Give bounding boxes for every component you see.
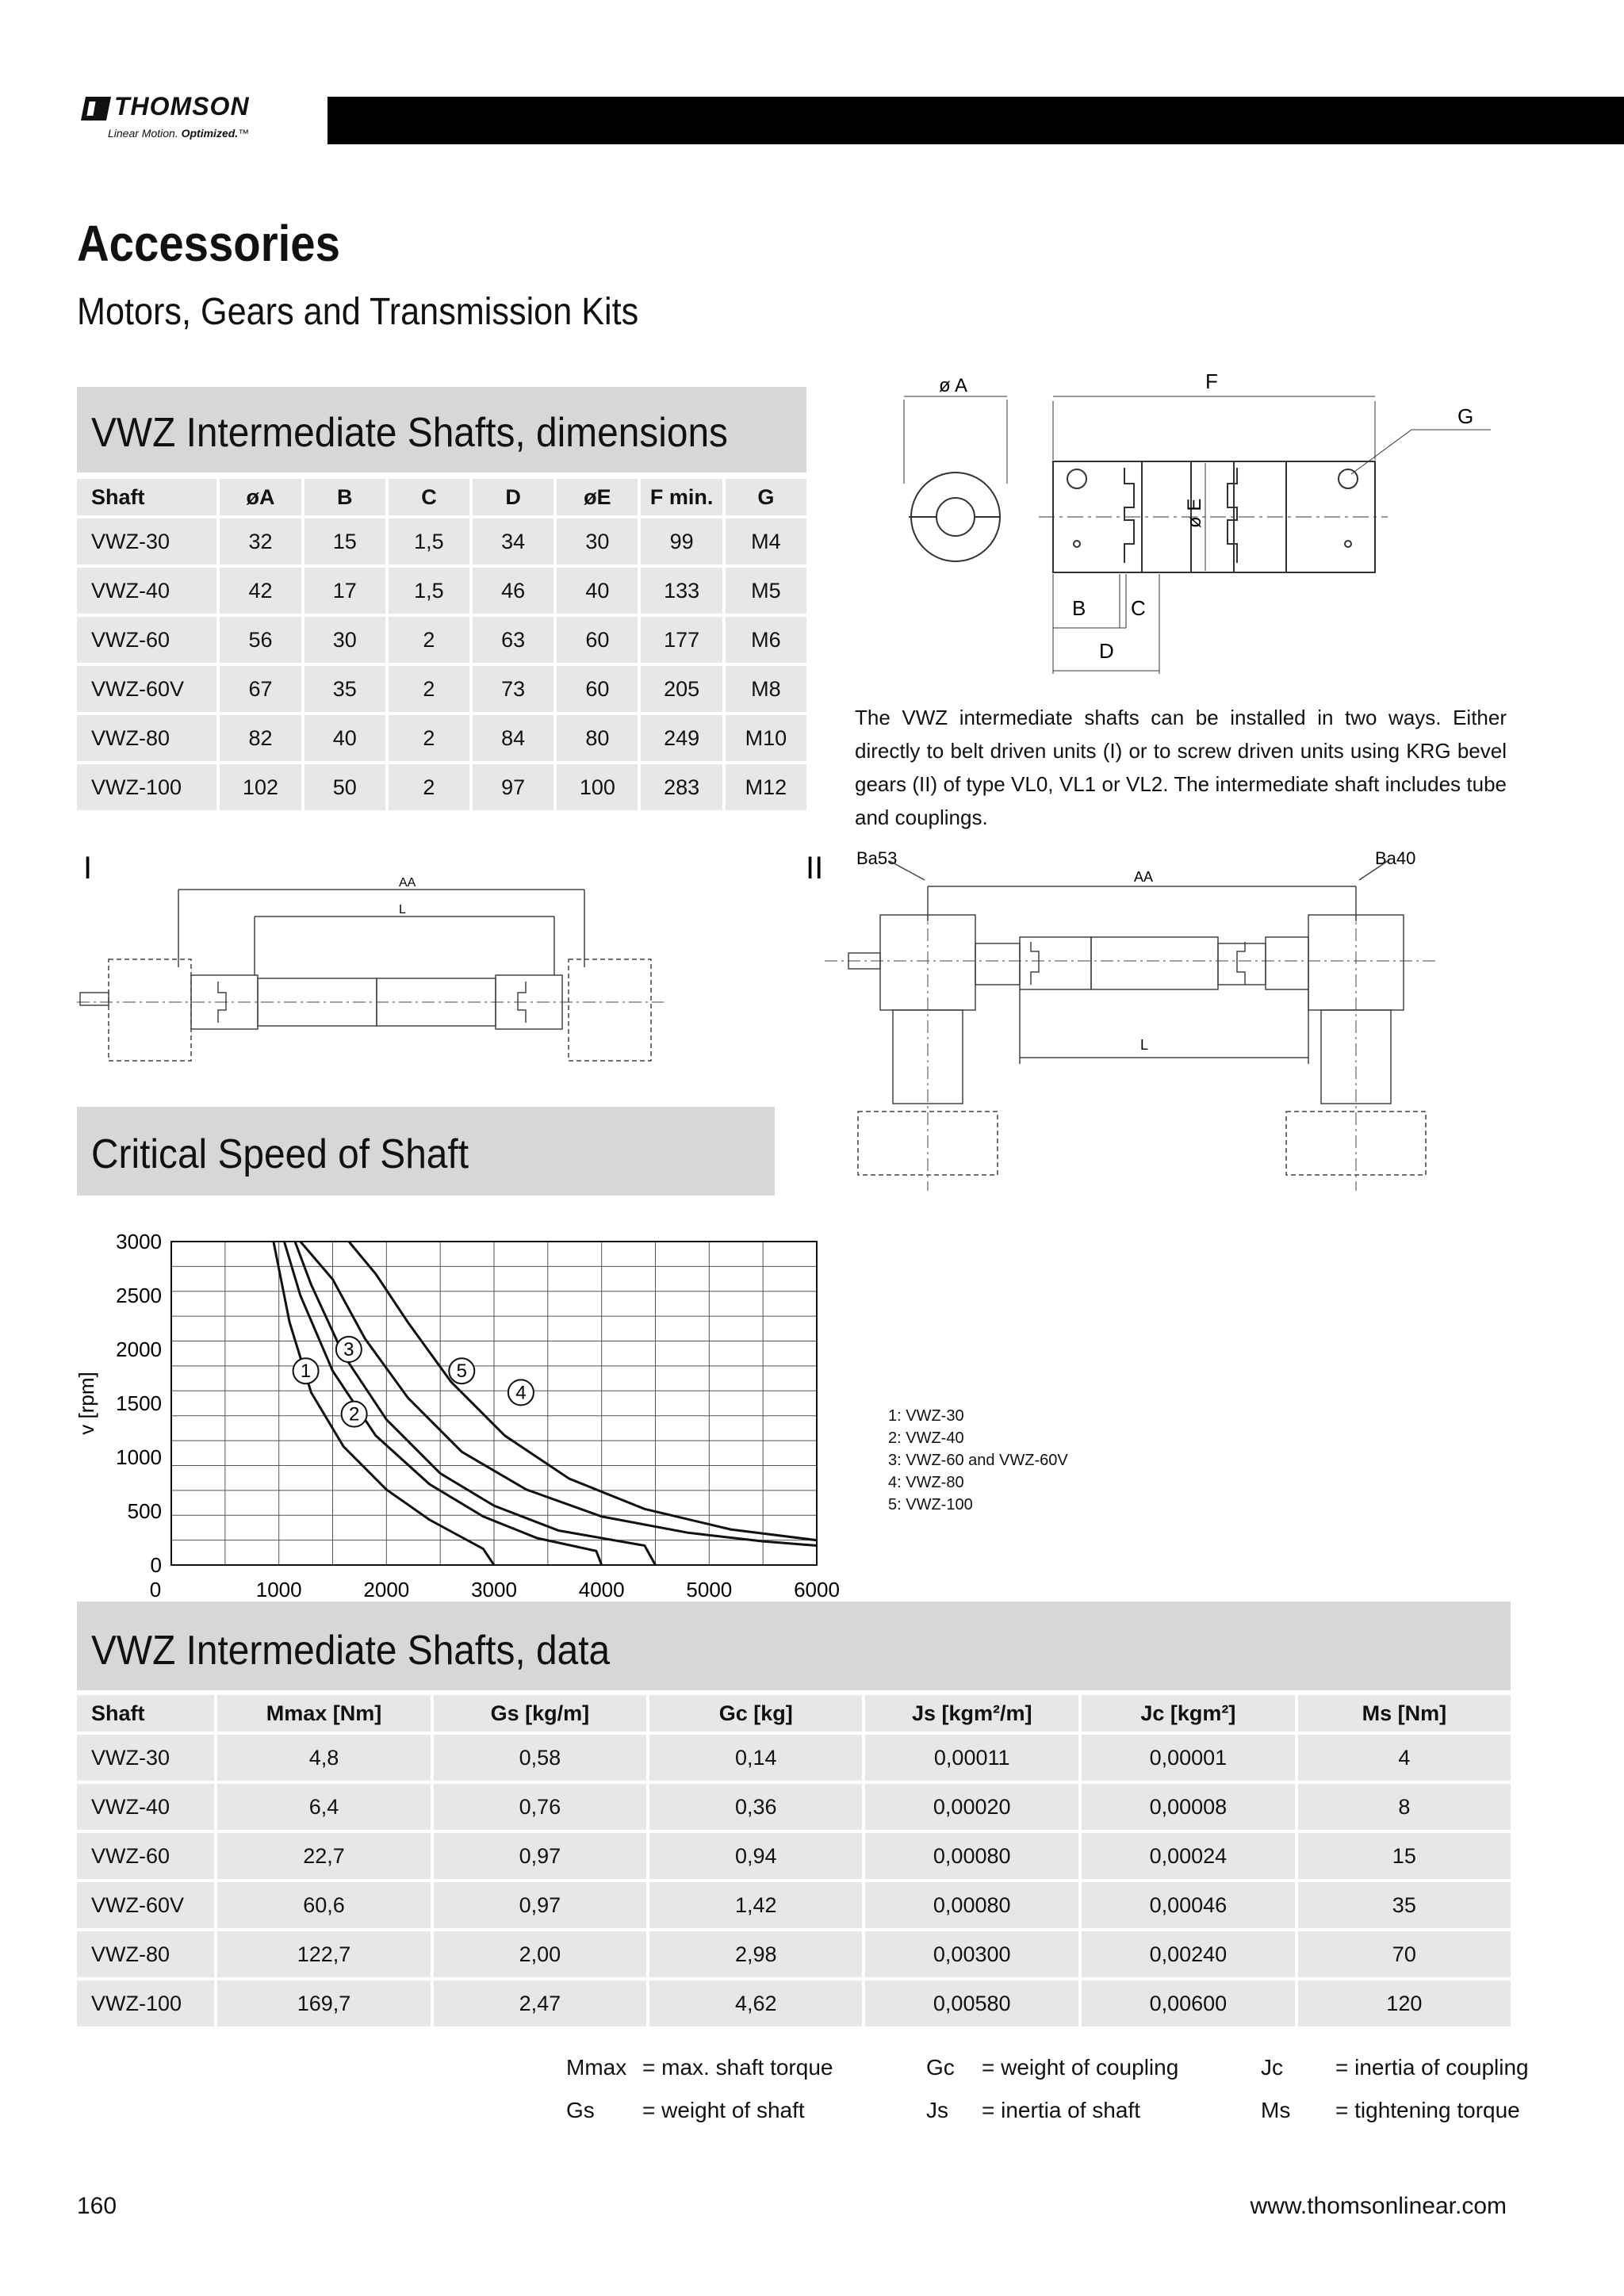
table-cell: 0,14: [649, 1735, 862, 1781]
y-tick-label: 2500: [116, 1284, 162, 1307]
column-header: Jc [kgm²]: [1082, 1695, 1295, 1732]
footnote-text: = tightening torque: [1335, 2098, 1520, 2122]
roman-label-ii: II: [806, 851, 824, 886]
table-cell: 80: [557, 715, 638, 761]
y-tick-label: 2000: [116, 1337, 162, 1361]
table-cell: 0,58: [434, 1735, 646, 1781]
table-header-row: [77, 479, 806, 515]
table-cell: 15: [1298, 1833, 1511, 1879]
table-cell: 60,6: [217, 1882, 430, 1928]
shaft-name-cell: VWZ-100: [77, 764, 216, 810]
x-tick-label: 4000: [578, 1578, 625, 1601]
page-subtitle: Motors, Gears and Transmission Kits: [77, 291, 639, 333]
footnote-text: = weight of coupling: [982, 2055, 1179, 2080]
table-cell: 40: [304, 715, 385, 761]
label-e: ø E: [1184, 498, 1205, 528]
table-cell: 22,7: [217, 1833, 430, 1879]
x-tick-label: 1000: [255, 1578, 302, 1601]
table-header-row: [77, 1695, 1511, 1732]
label-b: B: [1072, 596, 1086, 620]
table-cell: 283: [641, 764, 722, 810]
critical-speed-chart: [71, 1221, 856, 1601]
legend-item: 1: VWZ-30: [888, 1407, 964, 1425]
table-cell: 40: [557, 568, 638, 614]
label-ba40: Ba40: [1375, 848, 1416, 868]
column-header: Gs [kg/m]: [434, 1695, 646, 1732]
table-cell: 249: [641, 715, 722, 761]
label-g: G: [1457, 404, 1474, 428]
table-cell: 60: [557, 666, 638, 712]
legend-item: 3: VWZ-60 and VWZ-60V: [888, 1452, 1068, 1469]
table-cell: 1,5: [389, 568, 469, 614]
table-cell: 15: [304, 519, 385, 564]
table-cell: 70: [1298, 1931, 1511, 1977]
column-header: F min.: [641, 479, 722, 515]
y-axis-label: v [rpm]: [75, 1372, 98, 1435]
table-cell: 97: [473, 764, 553, 810]
footnote-abbr: Js: [926, 2098, 948, 2122]
table-cell: 46: [473, 568, 553, 614]
table-cell: 35: [304, 666, 385, 712]
table-cell: 4,8: [217, 1735, 430, 1781]
page-title: Accessories: [77, 215, 340, 272]
series-marker-label: 2: [348, 1403, 360, 1425]
shaft-name-cell: VWZ-30: [77, 519, 216, 564]
table-cell: 1,5: [389, 519, 469, 564]
table-cell: M4: [726, 519, 806, 564]
column-header: Shaft: [77, 479, 216, 515]
table-cell: 73: [473, 666, 553, 712]
table-cell: 34: [473, 519, 553, 564]
table-cell: 8: [1298, 1784, 1511, 1830]
footnote-abbr: Gs: [566, 2098, 595, 2122]
column-header: Js [kgm²/m]: [865, 1695, 1078, 1732]
legend-item: 2: VWZ-40: [888, 1429, 964, 1447]
label-aa: AA: [1134, 869, 1154, 885]
description-text: The VWZ intermediate shafts can be installed in two ways. Either directly to belt driven units (I) or to screw driven units using KRG bevel gears (II) of type VL0, VL1 or VL2. The intermediate shaft includes tube and couplings.: [855, 706, 1507, 829]
website-link[interactable]: www.thomsonlinear.com: [1250, 2193, 1507, 2219]
table-row: [77, 617, 806, 663]
table-cell: 0,36: [649, 1784, 862, 1830]
table-cell: 2,47: [434, 1980, 646, 2026]
data-heading: VWZ Intermediate Shafts, data: [91, 1628, 611, 1674]
label-f: F: [1205, 369, 1218, 393]
label-aa: AA: [399, 876, 416, 890]
table-cell: 0,00024: [1082, 1833, 1295, 1879]
x-tick-label: 3000: [471, 1578, 517, 1601]
column-header: øA: [220, 479, 301, 515]
table-cell: 42: [220, 568, 301, 614]
column-header: B: [304, 479, 385, 515]
column-header: Mmax [Nm]: [217, 1695, 430, 1732]
table-cell: 50: [304, 764, 385, 810]
table-cell: 0,00240: [1082, 1931, 1295, 1977]
table-cell: 100: [557, 764, 638, 810]
table-cell: 84: [473, 715, 553, 761]
table-cell: 102: [220, 764, 301, 810]
chart-legend: [888, 1405, 1068, 1516]
table-cell: 0,00600: [1082, 1980, 1295, 2026]
logo-tagline: Linear Motion. Optimized.™: [108, 127, 250, 140]
table-cell: 82: [220, 715, 301, 761]
shaft-name-cell: VWZ-60V: [77, 666, 216, 712]
table-row: [77, 1735, 1511, 1781]
dimensions-table: [74, 476, 810, 813]
table-cell: 2,98: [649, 1931, 862, 1977]
table-cell: 30: [304, 617, 385, 663]
header-bar: [327, 97, 1624, 144]
table-cell: 177: [641, 617, 722, 663]
series-marker-label: 4: [515, 1382, 527, 1404]
x-tick-label: 6000: [794, 1578, 840, 1601]
y-tick-label: 1000: [116, 1445, 162, 1469]
table-cell: 169,7: [217, 1980, 430, 2026]
table-row: [77, 1784, 1511, 1830]
footnote-text: = inertia of coupling: [1335, 2055, 1529, 2080]
table-cell: 0,97: [434, 1882, 646, 1928]
table-row: [77, 764, 806, 810]
shaft-name-cell: VWZ-40: [77, 568, 216, 614]
logo-wordmark: THOMSON: [114, 92, 250, 121]
column-header: Gc [kg]: [649, 1695, 862, 1732]
footnote-abbr: Gc: [926, 2055, 955, 2080]
table-cell: 56: [220, 617, 301, 663]
series-marker-label: 1: [300, 1360, 312, 1383]
table-cell: 2: [389, 764, 469, 810]
dimensions-heading: VWZ Intermediate Shafts, dimensions: [91, 410, 728, 456]
table-cell: M8: [726, 666, 806, 712]
table-cell: 2: [389, 617, 469, 663]
table-row: [77, 568, 806, 614]
installation-drawing-gear: [801, 842, 1475, 1191]
table-cell: 0,00001: [1082, 1735, 1295, 1781]
table-cell: M10: [726, 715, 806, 761]
dimensions-heading-box: [77, 387, 806, 473]
table-cell: 120: [1298, 1980, 1511, 2026]
footnote-text: = max. shaft torque: [642, 2055, 833, 2080]
column-header: Ms [Nm]: [1298, 1695, 1511, 1732]
label-d: D: [1099, 639, 1114, 663]
footnote-abbr: Ms: [1261, 2098, 1291, 2122]
column-header: D: [473, 479, 553, 515]
series-marker-label: 5: [456, 1360, 467, 1383]
table-cell: 63: [473, 617, 553, 663]
table-cell: 0,00080: [865, 1882, 1078, 1928]
x-tick-label: 5000: [686, 1578, 733, 1601]
table-cell: 0,00080: [865, 1833, 1078, 1879]
table-cell: 0,76: [434, 1784, 646, 1830]
shaft-name-cell: VWZ-100: [77, 1980, 214, 2026]
footnote-text: = inertia of shaft: [982, 2098, 1141, 2122]
footnote-abbr: Mmax: [566, 2055, 627, 2080]
table-cell: 99: [641, 519, 722, 564]
shaft-name-cell: VWZ-80: [77, 715, 216, 761]
table-row: [77, 519, 806, 564]
table-row: [77, 715, 806, 761]
table-cell: 122,7: [217, 1931, 430, 1977]
series-line-2: [284, 1242, 601, 1565]
table-row: [77, 1931, 1511, 1977]
label-a: ø A: [939, 375, 968, 396]
table-cell: 0,94: [649, 1833, 862, 1879]
column-header: Shaft: [77, 1695, 214, 1732]
table-cell: 4: [1298, 1735, 1511, 1781]
table-cell: 67: [220, 666, 301, 712]
page-number: 160: [77, 2193, 117, 2219]
critical-speed-heading: Critical Speed of Shaft: [91, 1131, 469, 1177]
label-c: C: [1131, 596, 1146, 620]
critical-speed-heading-box: [77, 1107, 775, 1196]
table-row: [77, 1833, 1511, 1879]
data-heading-box: [77, 1601, 1511, 1690]
table-cell: 2: [389, 715, 469, 761]
legend-item: 4: VWZ-80: [888, 1474, 964, 1491]
shaft-name-cell: VWZ-60V: [77, 1882, 214, 1928]
table-row: [77, 1882, 1511, 1928]
y-tick-label: 1500: [116, 1391, 162, 1415]
table-row: [77, 666, 806, 712]
shaft-name-cell: VWZ-60: [77, 1833, 214, 1879]
table-row: [77, 1980, 1511, 2026]
label-l: L: [1140, 1037, 1149, 1053]
shaft-name-cell: VWZ-30: [77, 1735, 214, 1781]
table-cell: M5: [726, 568, 806, 614]
table-cell: 0,00008: [1082, 1784, 1295, 1830]
legend-item: 5: VWZ-100: [888, 1496, 973, 1513]
table-cell: 2: [389, 666, 469, 712]
table-cell: 6,4: [217, 1784, 430, 1830]
column-header: C: [389, 479, 469, 515]
table-cell: 0,00580: [865, 1980, 1078, 2026]
x-tick-label: 0: [149, 1578, 162, 1601]
table-cell: 17: [304, 568, 385, 614]
y-tick-label: 500: [127, 1499, 162, 1523]
thomson-logo: [79, 92, 278, 147]
column-header: øE: [557, 479, 638, 515]
thomson-logo-icon: [79, 95, 111, 122]
label-l: L: [399, 903, 406, 916]
table-cell: 2,00: [434, 1931, 646, 1977]
table-cell: 133: [641, 568, 722, 614]
y-tick-label: 0: [150, 1553, 162, 1577]
table-cell: 32: [220, 519, 301, 564]
series-line-4: [301, 1242, 817, 1546]
table-cell: 0,00300: [865, 1931, 1078, 1977]
shaft-data-table: [74, 1692, 1514, 2030]
table-cell: 0,00011: [865, 1735, 1078, 1781]
column-header: G: [726, 479, 806, 515]
table-cell: 0,97: [434, 1833, 646, 1879]
table-cell: M6: [726, 617, 806, 663]
footnote-abbr: Jc: [1261, 2055, 1283, 2080]
shaft-name-cell: VWZ-60: [77, 617, 216, 663]
table-cell: M12: [726, 764, 806, 810]
installation-drawing-belt: [77, 848, 775, 1070]
table-cell: 4,62: [649, 1980, 862, 2026]
table-cell: 35: [1298, 1882, 1511, 1928]
table-cell: 205: [641, 666, 722, 712]
footnote-text: = weight of shaft: [642, 2098, 805, 2122]
label-ba53: Ba53: [856, 848, 898, 868]
coupling-drawing: [872, 369, 1507, 682]
table-cell: 0,00046: [1082, 1882, 1295, 1928]
y-tick-label: 3000: [116, 1230, 162, 1253]
x-tick-label: 2000: [363, 1578, 410, 1601]
table-cell: 60: [557, 617, 638, 663]
shaft-name-cell: VWZ-80: [77, 1931, 214, 1977]
table-cell: 0,00020: [865, 1784, 1078, 1830]
series-marker-label: 3: [343, 1339, 354, 1360]
series-line-1: [274, 1242, 494, 1565]
table-cell: 1,42: [649, 1882, 862, 1928]
shaft-name-cell: VWZ-40: [77, 1784, 214, 1830]
table-cell: 30: [557, 519, 638, 564]
roman-label-i: I: [83, 851, 93, 886]
